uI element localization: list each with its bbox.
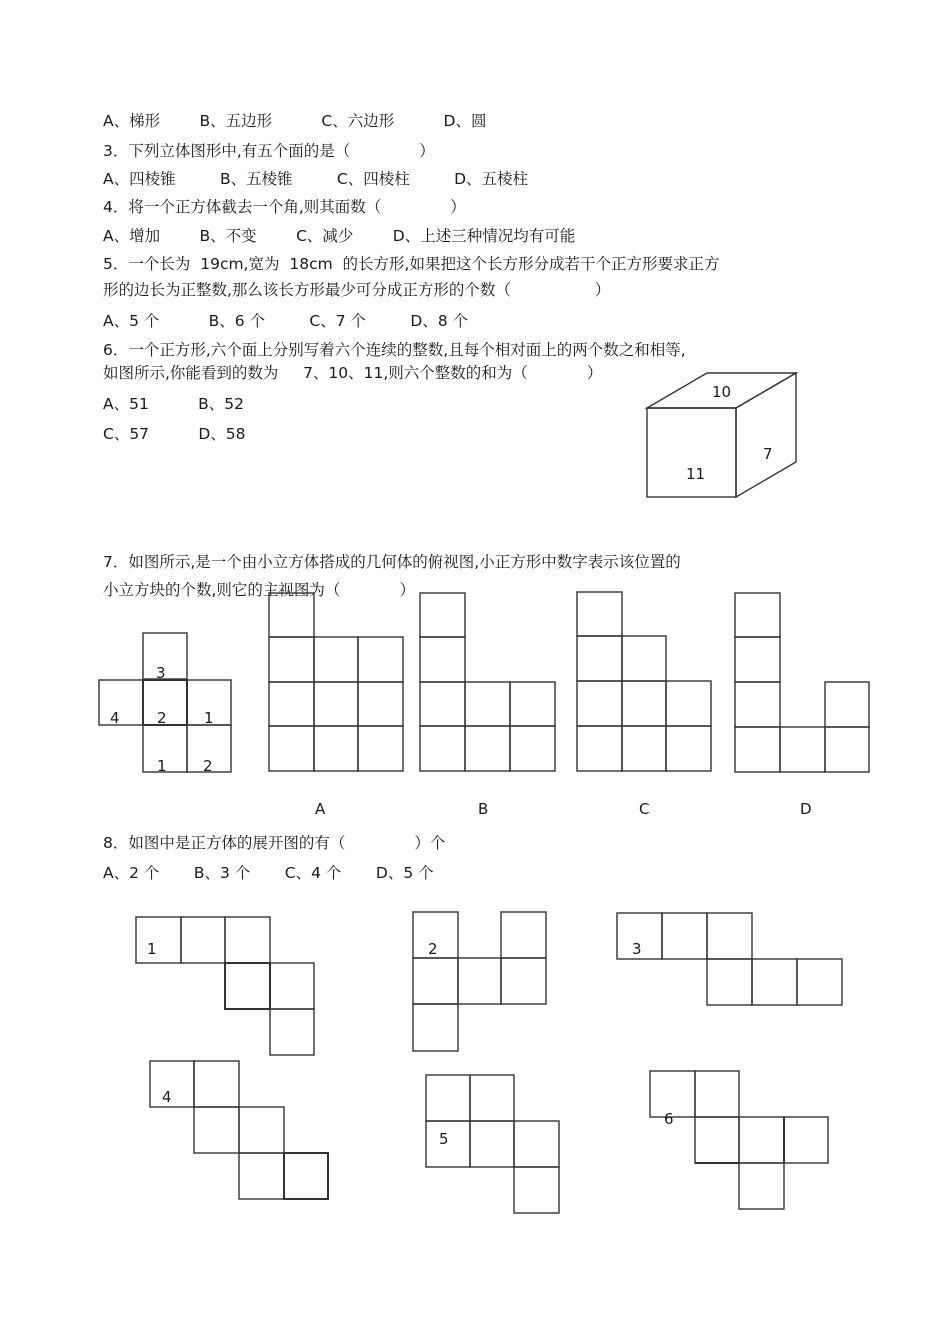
- net-6-figure: [650, 1071, 828, 1209]
- option-c-label: C: [639, 800, 650, 818]
- q5-options: A、5 个 B、6 个 C、7 个 D、8 个: [103, 312, 469, 330]
- net-3-figure: [617, 913, 842, 1005]
- net-1-figure: [136, 917, 314, 1055]
- top-view-cell-top: 3: [156, 664, 166, 682]
- q2-options: A、梯形 B、五边形 C、六边形 D、圆: [103, 112, 487, 130]
- option-c-figure: [577, 592, 711, 771]
- q7-stem-1: 7．如图所示,是一个由小立方体搭成的几何体的俯视图,小正方形中数字表示该位置的: [103, 553, 681, 571]
- q5-stem-2: 形的边长为正整数,那么该长方形最少可分成正方形的个数（ ）: [103, 281, 611, 299]
- q5-stem-1: 5．一个长为 19cm,宽为 18cm 的长方形,如果把这个长方形分成若干个正方形要求正方: [103, 255, 720, 273]
- q4-stem: 4．将一个正方体截去一个角,则其面数（ ）: [103, 198, 466, 216]
- q6-stem-1: 6．一个正方形,六个面上分别写着六个连续的整数,且每个相对面上的两个数之和相等,: [103, 341, 686, 359]
- option-d-label: D: [800, 800, 812, 818]
- net-4-label: 4: [162, 1088, 172, 1106]
- q8-stem: 8．如图中是正方体的展开图的有（ ）个: [103, 834, 446, 852]
- q8-options: A、2 个 B、3 个 C、4 个 D、5 个: [103, 864, 434, 882]
- cube-front-number: 11: [686, 465, 706, 483]
- option-a-figure: [269, 593, 403, 771]
- q4-options: A、增加 B、不变 C、减少 D、上述三种情况均有可能: [103, 227, 576, 245]
- q6-options-1: A、51 B、52: [103, 395, 244, 413]
- option-b-figure: [420, 593, 555, 771]
- net-6-label: 6: [664, 1110, 674, 1128]
- net-3-label: 3: [632, 940, 642, 958]
- q3-options: A、四棱锥 B、五棱锥 C、四棱柱 D、五棱柱: [103, 170, 529, 188]
- top-view-cell-center: 2: [157, 709, 167, 727]
- net-1-label: 1: [147, 940, 157, 958]
- q6-stem-2: 如图所示,你能看到的数为 7、10、11,则六个整数的和为（ ）: [103, 364, 603, 382]
- option-d-figure: [735, 593, 869, 772]
- cube-figure: [647, 373, 796, 497]
- top-view-cell-left: 4: [110, 709, 120, 727]
- cube-top-number: 10: [712, 383, 732, 401]
- net-5-figure: [426, 1075, 559, 1213]
- top-view-cell-right: 1: [204, 709, 214, 727]
- top-view-cell-bottom-left: 1: [157, 757, 167, 775]
- net-2-figure: [413, 912, 546, 1051]
- q3-stem: 3．下列立体图形中,有五个面的是（ ）: [103, 142, 435, 160]
- option-a-label: A: [315, 800, 326, 818]
- q7-stem-2: 小立方块的个数,则它的主视图为（ ）: [103, 581, 416, 599]
- net-5-label: 5: [439, 1130, 449, 1148]
- option-b-label: B: [478, 800, 489, 818]
- q6-options-2: C、57 D、58: [103, 425, 246, 443]
- top-view-cell-bottom-right: 2: [203, 757, 213, 775]
- top-view-figure: [99, 633, 231, 775]
- net-4-figure: [150, 1061, 328, 1199]
- cube-right-number: 7: [763, 445, 773, 463]
- net-2-label: 2: [428, 940, 438, 958]
